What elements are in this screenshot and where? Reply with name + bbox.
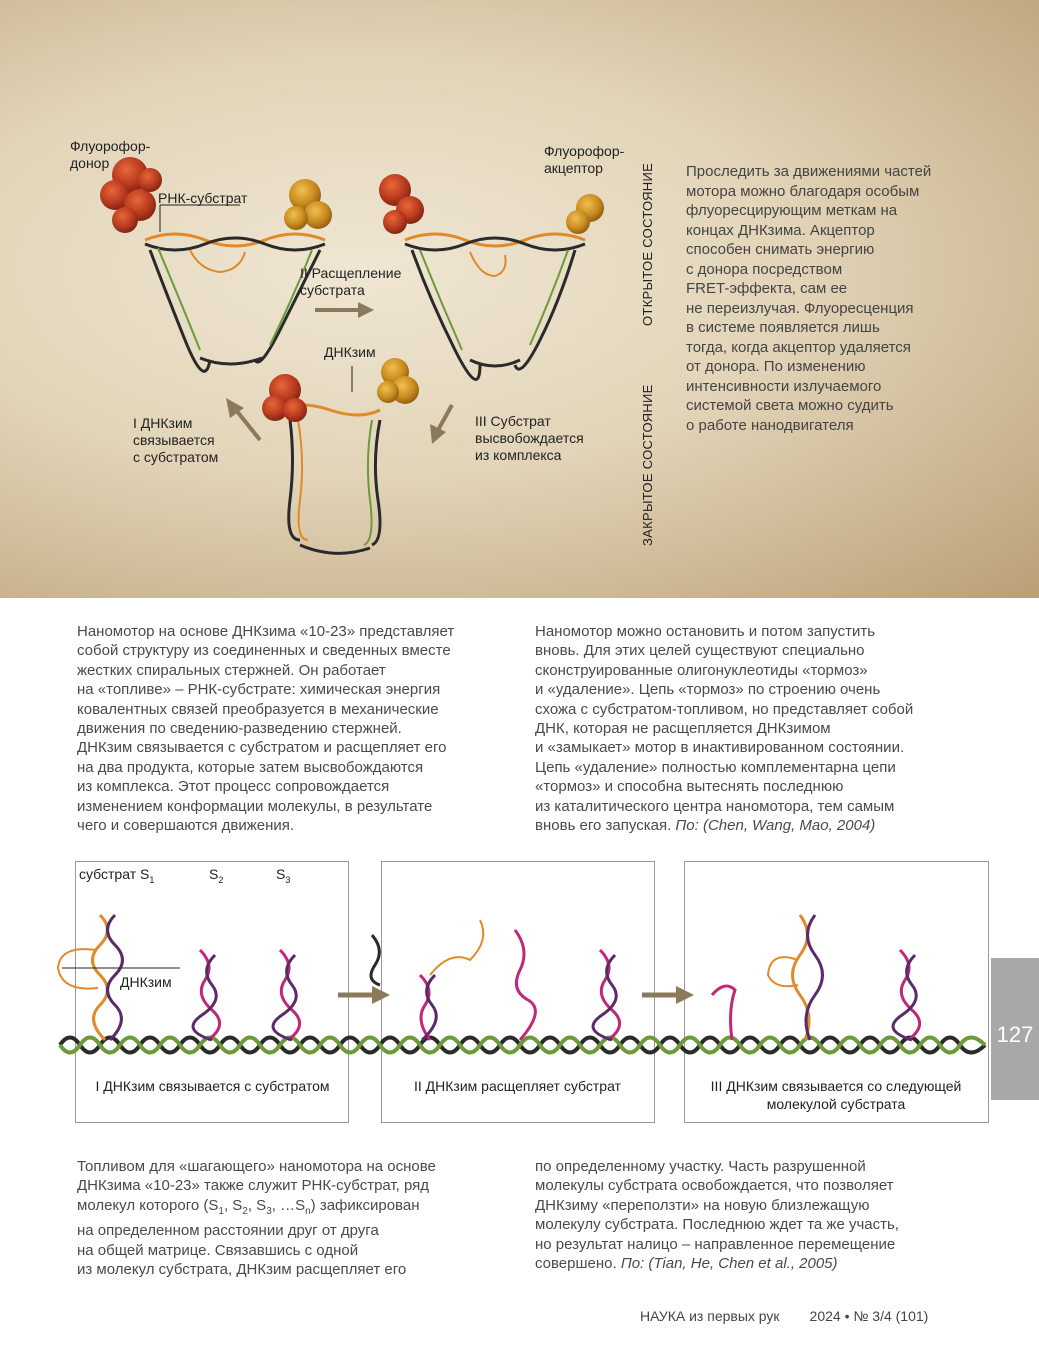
dnazyme-bottom-label: ДНКзим: [120, 974, 172, 990]
substrate-label-text: субстрат S: [79, 866, 150, 882]
step2-strands: [371, 920, 620, 1040]
caption-top-left: Наномотор на основе ДНКзима «10-23» представляет собой структуру из соединенных и сведенных вместе жестких спиральных стержней. Он работает на «топливе» – РНК-субстрате: химическая энергия ковалентных связей преобразуется в механические движения по сведению-разведению стержней. ДНКзим связывается с субстратом и расщепляет его на два продукта, которые затем высвобождаются из комплекса. Этот процесс сопровождается изменением конформации молекулы, в результате чего и совершаются движения.: [77, 623, 455, 835]
cb-left-1: Топливом для «шагающего» наномотора на основе ДНКзима «10-23» также служит РНК-субстрат, ряд молекул которого (S: [77, 1158, 436, 1214]
substrate-s1-label: [79, 866, 154, 889]
cb-left-2: ) зафиксирован на определенном расстоянии друг от друга на общей матрице. Связавшись с одной из молекул субстрата, ДНКзим расщепляет его: [77, 1196, 420, 1279]
cb-s3: 3: [266, 1205, 272, 1217]
s3-label: [276, 866, 290, 889]
s1-subscript: 1: [149, 874, 155, 885]
donor-label: Флуорофор- донор: [70, 138, 151, 171]
page-number: 127: [996, 1022, 1034, 1047]
s2-label: [209, 866, 223, 889]
fret-description: Проследить за движениями частей мотора можно благодаря особым флуоресцирующим меткам на концах ДНКзима. Акцептор способен снимать энергию с донора посредством FRET-эффекта, сам ее не переизлучая. Флуоресценция в системе появляется лишь тогда, когда акцептор удаляется от донора. По изменению интенсивности излучаемого системой света можно судить о работе нанодвигателя: [686, 163, 932, 434]
step2-caption: II ДНКзим расщепляет субстрат: [395, 1077, 640, 1095]
footer: [640, 1308, 928, 1324]
s2-subscript: 2: [218, 874, 224, 885]
closed-state-label: ЗАКРЫТОЕ СОСТОЯНИЕ: [640, 384, 655, 546]
acceptor-label: Флуорофор- акцептор: [544, 143, 625, 176]
step1-caption: I ДНКзим связывается с субстратом: [90, 1077, 335, 1095]
caption-bottom-right-ref: По: (Tian, He, Chen et al., 2005): [620, 1255, 838, 1273]
cb-sn: n: [305, 1205, 311, 1217]
cb-s2: 2: [242, 1205, 248, 1217]
cb-c2: , S: [247, 1196, 267, 1214]
s2-text: S: [209, 866, 219, 882]
caption-top-right-ref: По: (Chen, Wang, Mao, 2004): [675, 817, 876, 835]
cb-c1: , S: [223, 1196, 243, 1214]
binds-label: I ДНКзим связывается с субстратом: [133, 415, 219, 465]
s3-text: S: [276, 866, 286, 882]
step3-caption: III ДНКзим связывается со следующей молекулой субстрата: [690, 1077, 982, 1113]
cb-c3: , …S: [271, 1196, 306, 1214]
cb-s1: 1: [218, 1205, 224, 1217]
caption-bottom-right-text: по определенному участку. Часть разрушенной молекулы субстрата освобождается, что позволяет ДНКзиму «переползти» на новую близлежащую молекулу субстрата. Последнюю ждет та же участь, но результат налицо – направленное перемещение совершено.: [535, 1158, 899, 1273]
substrate-label: РНК-субстрат: [158, 190, 248, 206]
caption-bottom-left: [77, 1157, 517, 1279]
caption-top-right-text: Наномотор можно остановить и потом запустить вновь. Для этих целей существуют специально сконструированные олигонуклеотиды «тормоз» и «удаление». Цепь «тормоз» по строению очень схожа с субстратом-топливом, но представляет собой ДНК, которая не расщепляется ДНКзимом и «замыкает» мотор в инактивированном состоянии. Цепь «удаление» полностью комплементарна цепи «тормоз» и способна вытеснять последнюю из каталитического центра наномотора, тем самым вновь его запуская.: [535, 623, 914, 835]
footer-issue: 2024 • № 3/4 (101): [809, 1308, 929, 1324]
release-label: III Субстрат высвобождается из комплекса: [475, 413, 584, 463]
matrix-helix: [60, 1038, 985, 1053]
s3-subscript: 3: [285, 874, 291, 885]
step3-strands: [712, 915, 920, 1040]
open-state-label: ОТКРЫТОЕ СОСТОЯНИЕ: [640, 162, 655, 326]
footer-journal: НАУКА из первых рук: [640, 1308, 780, 1324]
cleavage-label: II Расщепление субстрата: [300, 265, 402, 298]
step1-strands: [58, 915, 300, 1040]
caption-bottom-right: [535, 1157, 975, 1273]
dnazyme-label: ДНКзим: [324, 344, 376, 360]
